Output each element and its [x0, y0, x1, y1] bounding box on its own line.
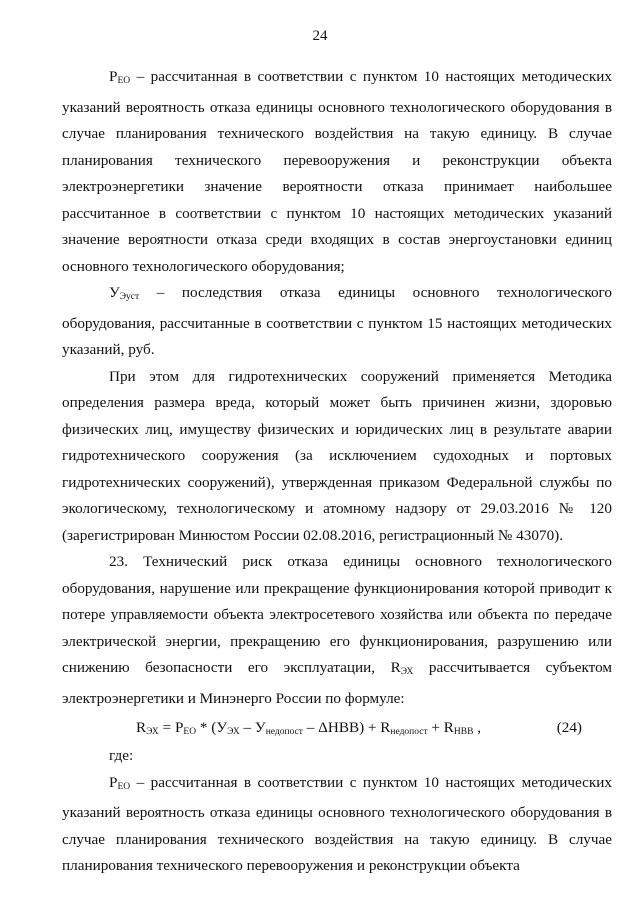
symbol-subscript: EO	[117, 781, 131, 792]
formula-subscript: ЭХ	[227, 727, 240, 737]
document-body	[62, 64, 612, 880]
formula-line	[62, 713, 612, 743]
paragraph-text: рассчитывается субъектом электроэнергетики и Минэнерго России по формуле:	[62, 659, 612, 707]
symbol-subscript: ЭХ	[400, 667, 414, 677]
paragraph-text: – рассчитанная в соответствии с пунктом 10 настоящих методических указаний вероятность отказа единицы основного технологического оборудования в случае планирования технического воздействия на такую единицу. В случае планирования технического перевооружения и реконструкции объекта	[62, 773, 612, 874]
formula-subscript: недопост	[390, 727, 428, 737]
formula-expression	[136, 713, 481, 747]
formula-subscript: НВВ	[453, 727, 474, 737]
where-label: где:	[109, 747, 134, 764]
symbol-u: У	[109, 284, 120, 301]
paragraph-text: При этом для гидротехнических сооружений применяется Методика определения размера вреда, который может быть причинен жизни, здоровью физических лиц, имуществу физических и юридических лиц в результате аварии гидротехнического сооружения (за исключением судоходных и портовых гидротехнических сооружений), утвержденная приказом Федеральной службы по экологическому, технологическому и атомному надзору от 29.03.2016 № 120 (зарегистрирован Минюстом России 02.08.2016, регистрационный № 43070).	[62, 367, 612, 544]
paragraph-clause-23	[62, 549, 612, 712]
formula-subscript: EO	[183, 727, 197, 737]
formula-part: – ΔНВВ) + R	[302, 719, 391, 736]
formula-part: * (У	[196, 719, 228, 736]
paragraph-text: 23. Технический риск отказа единицы основного технологического оборудования, нарушение или прекращение функционирования которой приводит к потере управляемости объекта электросетевого хозяйства или объекта по передаче электрической энергии, прекращению его функционирования, разрушению или снижению безопасности его эксплуатации, R	[62, 553, 612, 676]
paragraph-hydro	[62, 364, 612, 550]
formula-number: (24)	[556, 719, 582, 736]
paragraph-u-definition	[62, 280, 612, 364]
formula-part: + R	[427, 719, 454, 736]
paragraph-p-eo-definition	[62, 64, 612, 280]
symbol-subscript: EO	[117, 76, 131, 86]
symbol-p: P	[109, 68, 118, 85]
formula-part: ,	[473, 719, 482, 736]
formula-subscript: недопост	[265, 727, 303, 737]
paragraph-text: – последствия отказа единицы основного технологического оборудования, рассчитанные в соответствии с пунктом 15 настоящих методических указаний, руб.	[62, 284, 612, 358]
formula-part: – У	[239, 719, 266, 736]
formula-part: R	[136, 719, 147, 736]
page-number: 24	[312, 28, 328, 44]
formula-part: = P	[158, 719, 184, 736]
symbol-p: P	[109, 773, 118, 791]
paragraph-text: – рассчитанная в соответствии с пунктом 10 настоящих методических указаний вероятность отказа единицы основного технологического оборудования в случае планирования технического воздействия на такую единицу. В случае планирования технического перевооружения и реконструкции объекта электроэнергетики значение вероятности отказа принимает наибольшее рассчитанное в соответствии с пунктом 10 настоящих методических указаний значение вероятности отказа среди входящих в состав энергоустановки единиц основного технологического оборудования;	[62, 68, 612, 275]
formula-subscript: ЭХ	[146, 727, 159, 737]
symbol-subscript: Эуст	[119, 292, 140, 302]
paragraph-p-eo-definition-repeat	[62, 770, 612, 880]
